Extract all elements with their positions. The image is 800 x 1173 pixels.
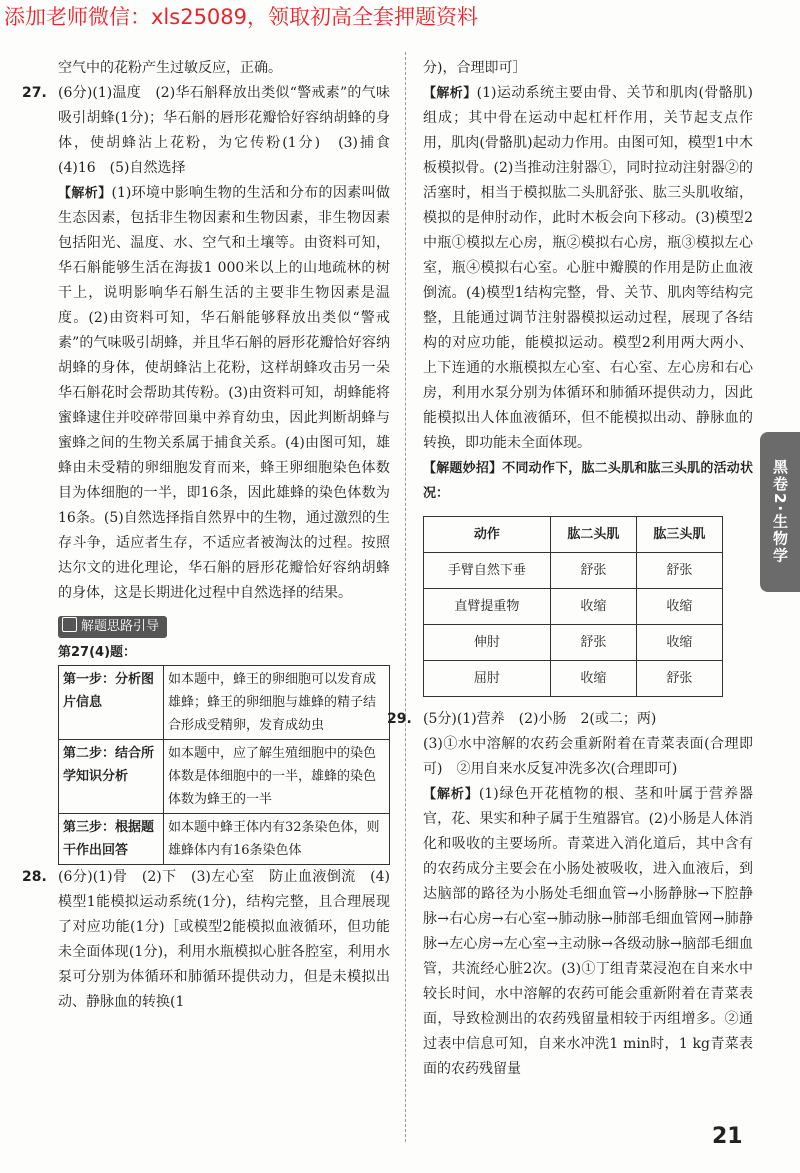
analysis-paragraph	[423, 782, 753, 1082]
table-cell: 手臂自然下垂	[424, 553, 551, 589]
table-cell: 舒张	[550, 625, 636, 661]
table-cell: 舒张	[636, 661, 722, 697]
step-text: 如本题中，应了解生殖细胞中的染色体数是体细胞中的一半，雄蜂的染色体数为蜂王的一半	[164, 740, 390, 814]
question-29	[387, 707, 753, 1082]
table-header-row	[424, 517, 723, 553]
table-row	[59, 666, 390, 740]
table-cell: 伸肘	[424, 625, 551, 661]
table-cell: 收缩	[636, 589, 722, 625]
continued-text: 分)，合理即可］	[423, 60, 527, 76]
question-number: 27.	[22, 85, 47, 101]
continued-text: 空气中的花粉产生过敏反应，正确。	[58, 60, 282, 76]
table-cell: 舒张	[636, 553, 722, 589]
promo-banner: 添加老师微信：xls25089，领取初高全套押题资料	[4, 5, 479, 29]
answer-text: (6分)(1)骨 (2)下 (3)左心室 防止血液倒流 (4)模型1能模拟运动系统(1分)，结构完整，且合理展现了对应功能(1分)［或模型2能模拟血液循环，但功能未全面体现(1分)，利用水瓶模拟心脏各腔室，利用水泵可分别为体循环和肺循环提供动力，但是未模拟出动、静脉血的转换(1	[58, 869, 390, 1010]
tip-tag: 【解题妙招】	[423, 461, 503, 476]
right-column	[387, 56, 753, 1082]
table-row	[424, 661, 723, 697]
column-header: 肱三头肌	[636, 517, 722, 553]
table-cell: 舒张	[550, 553, 636, 589]
table-cell: 屈肘	[424, 661, 551, 697]
table-cell: 收缩	[550, 589, 636, 625]
muscle-table	[423, 516, 723, 697]
analysis-text: (1)绿色开花植物的根、茎和叶属于营养器官，花、果实和种子属于生殖器官。(2)小肠是人体消化和吸收的主要场所。青菜进入消化道后，其中含有的农药成分主要会在小肠处被吸收，进入血液后，到达脑部的路径为小肠处毛细血管→小肠静脉→下腔静脉→右心房→右心室→肺动脉→肺部毛细血管网→肺静脉→左心房→左心室→主动脉→各级动脉→脑部毛细血管，共流经心脏2次。(3)①丁组青菜浸泡在自来水中较长时间，水中溶解的农药可能会重新附着在青菜表面，导致检测出的农药残留量相较于丙组增多。②通过表中信息可知，自来水冲洗1 min时，1 kg青菜表面的农药残留量	[423, 786, 753, 1077]
tip-text: 不同动作下，肱二头肌和肱三头肌的活动状况：	[423, 461, 753, 501]
question-number: 28.	[22, 869, 47, 885]
steps-table	[58, 665, 390, 865]
step-heading: 第二步：结合所学知识分析	[59, 740, 164, 814]
edit-icon	[62, 617, 77, 632]
side-tab: 黑卷2·生物学	[760, 432, 800, 592]
analysis-paragraph	[423, 81, 753, 456]
table-row	[424, 625, 723, 661]
answer-text: (5分)(1)营养 (2)小肠 2(或二；两)	[423, 711, 657, 727]
analysis-tag: 【解析】	[58, 186, 112, 201]
step-heading: 第三步：根据题干作出回答	[59, 814, 164, 865]
analysis-tag: 【解析】	[423, 86, 477, 101]
table-row	[59, 740, 390, 814]
question-28	[22, 865, 390, 1015]
analysis-paragraph	[58, 181, 390, 606]
table-row	[424, 589, 723, 625]
guide-label: 解题思路引导	[81, 619, 160, 634]
table-cell: 收缩	[636, 625, 722, 661]
table-cell: 直臂提重物	[424, 589, 551, 625]
step-text: 如本题中，蜂王的卵细胞可以发育成雄蜂；蜂王的卵细胞与雄蜂的精子结合形成受精卵，发育成幼虫	[164, 666, 390, 740]
column-header: 动作	[424, 517, 551, 553]
guide-header	[58, 616, 167, 638]
analysis-text: (1)运动系统主要由骨、关节和肌肉(骨骼肌)组成；其中骨在运动中起杠杆作用，关节起支点作用，肌肉(骨骼肌)起动力作用。由图可知，模型1中木板模拟骨。(2)当推动注射器①，同时拉动注射器②的活塞时，相当于模拟肱二头肌舒张、肱三头肌收缩，模拟的是伸肘动作，此时木板会向下移动。(3)模型2中瓶①模拟左心房，瓶②模拟右心房，瓶③模拟左心室，瓶④模拟右心室。心脏中瓣膜的作用是防止血液倒流。(4)模型1结构完整，骨、关节、肌肉等结构完整，且能通过调节注射器模拟运动过程，展现了各结构的对应功能，能模拟运动。模型2利用两大两小、上下连通的水瓶模拟左心室、右心室、左心房和右心房，利用水泵分别为体循环和肺循环提供动力，因此能模拟出人体血液循环，但不能模拟出动、静脉血的转换，即功能未全面体现。	[423, 85, 753, 451]
step-text: 如本题中蜂王体内有32条染色体，则雄蜂体内有16条染色体	[164, 814, 390, 865]
answer-text: (6分)(1)温度 (2)华石斛释放出类似“警戒素”的气味吸引胡蜂(1分)；华石斛的唇形花瓣恰好容纳胡蜂的身体，使胡蜂沾上花粉，为它传粉(1分) (3)捕食 (4)16 (5)自然选择	[58, 85, 404, 176]
table-cell: 收缩	[550, 661, 636, 697]
answer-text-2: (3)①水中溶解的农药会重新附着在青菜表面(合理即可) ②用自来水反复冲洗多次(合理即可)	[423, 736, 753, 777]
guide-question-label: 第27(4)题：	[58, 645, 137, 660]
step-heading: 第一步：分析图片信息	[59, 666, 164, 740]
analysis-tag: 【解析】	[423, 787, 479, 802]
analysis-text: (1)环境中影响生物的生活和分布的因素叫做生态因素，包括非生物因素和生物因素，非生物因素包括阳光、温度、水、空气和土壤等。由资料可知，华石斛能够生活在海拔1 000米以上的山地疏林的树干上，说明影响华石斛生活的主要非生物因素是温度。(2)由资料可知，华石斛能够释放出类似“警戒素”的气味吸引胡蜂，并且华石斛的唇形花瓣恰好容纳胡蜂的身体，使胡蜂沾上花粉，这样胡蜂攻击另一朵华石斛花时会帮助其传粉。(3)由资料可知，胡蜂能将蜜蜂逮住并咬碎带回巢中养育幼虫，因此判断胡蜂与蜜蜂之间的生物关系属于捕食关系。(4)由图可知，雄蜂由未受精的卵细胞发育而来，蜂王卵细胞染色体数目为体细胞的一半，即16条，因此雄蜂的染色体数为16条。(5)自然选择指自然界中的生物，通过激烈的生存斗争，适应者生存，不适应者被淘汰的过程。按照达尔文的进化理论，华石斛的唇形花瓣恰好容纳胡蜂的身体，这是长期进化过程中自然选择的结果。	[58, 185, 390, 601]
tip-paragraph	[423, 456, 753, 506]
table-row	[424, 553, 723, 589]
table-row	[59, 814, 390, 865]
column-divider	[405, 52, 406, 1142]
column-header: 肱二头肌	[550, 517, 636, 553]
page-number: 21	[712, 1124, 743, 1149]
question-number: 29.	[387, 711, 412, 727]
